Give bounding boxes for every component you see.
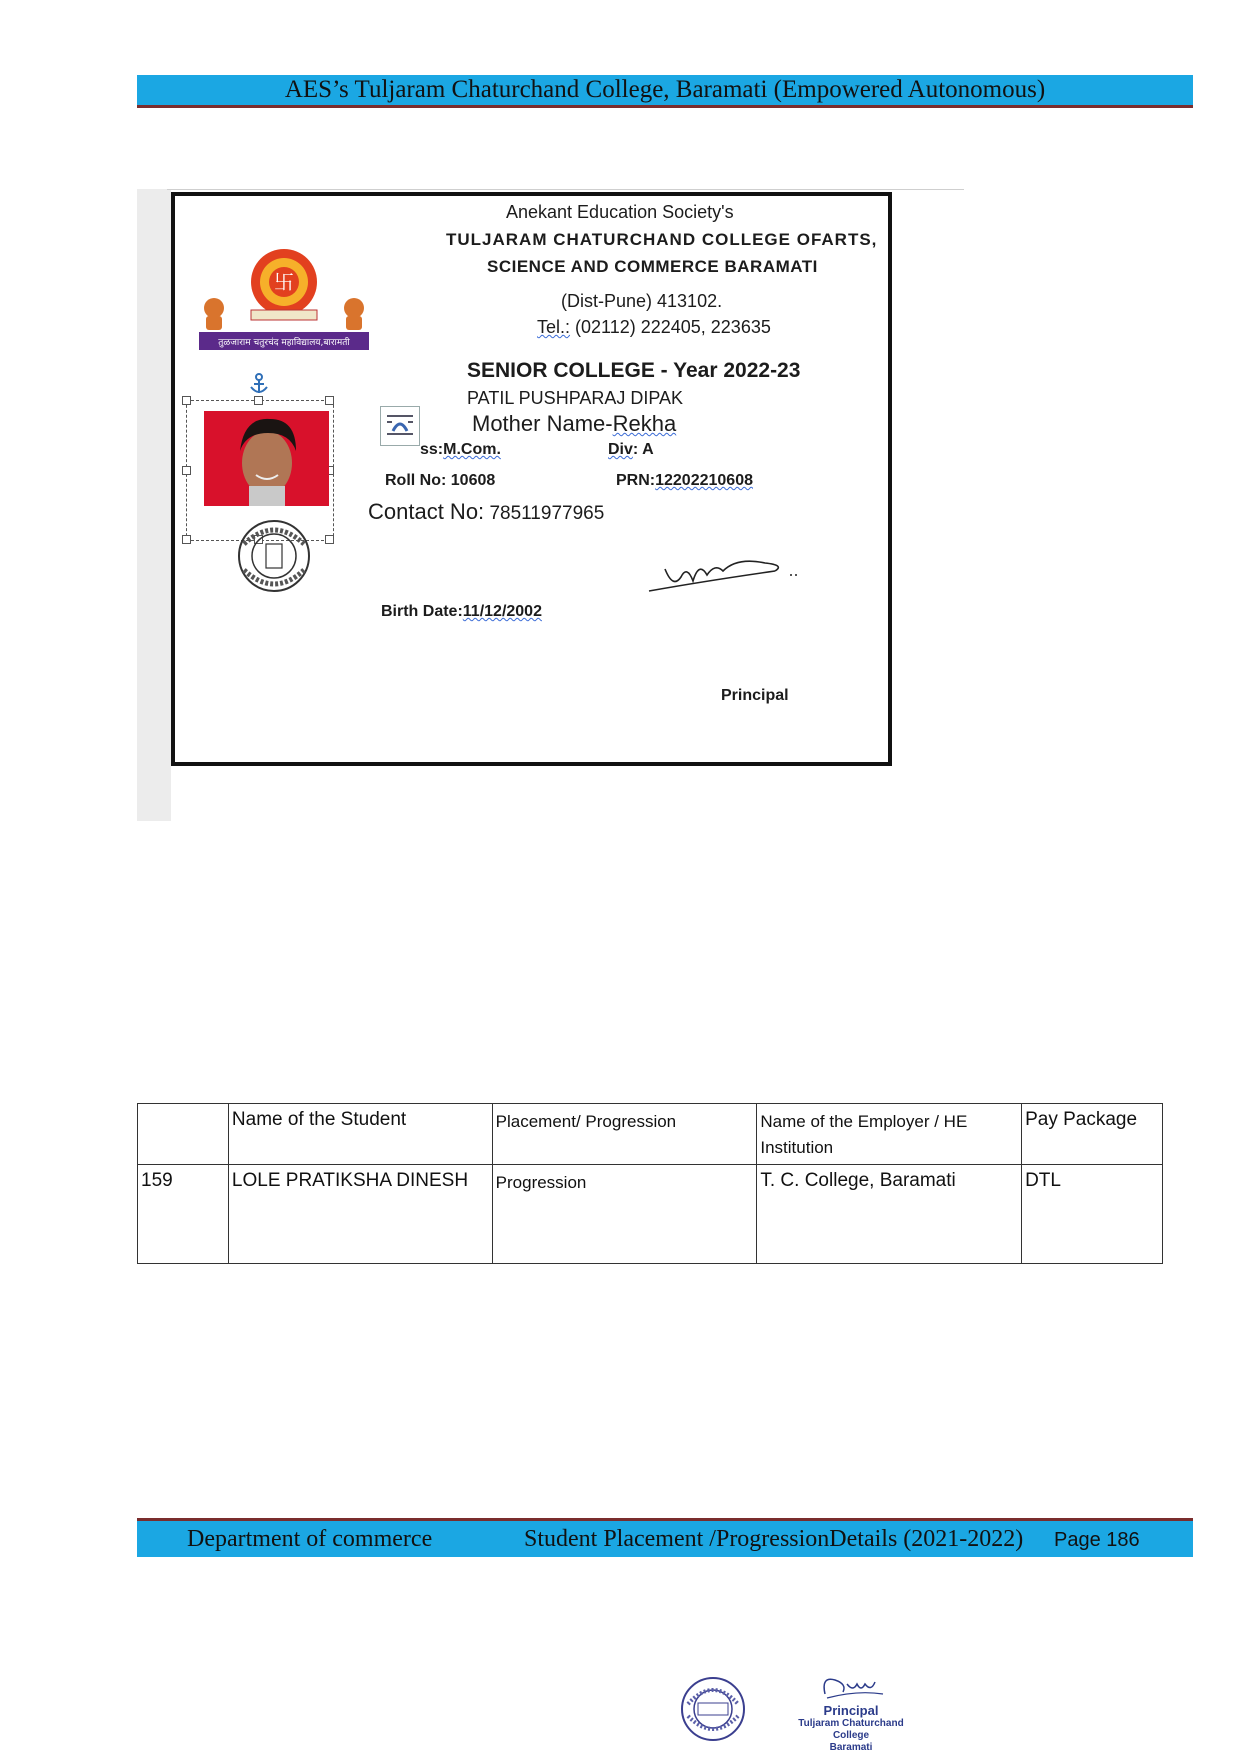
div-label: Div — [608, 441, 633, 458]
principal-signature — [645, 541, 805, 601]
birth-date — [381, 603, 542, 621]
svg-text:तुळजाराम चतुरचंद महाविद्यालय,ब: तुळजाराम चतुरचंद महाविद्यालय,बारामती — [218, 338, 350, 348]
table-cell: 159 — [138, 1165, 229, 1264]
resize-handle[interactable] — [182, 396, 191, 405]
svg-text:卐: 卐 — [274, 270, 294, 294]
division — [608, 441, 654, 459]
tel-label: Tel.: — [537, 317, 571, 337]
principal-college: Tuljaram Chaturchand College — [798, 1718, 904, 1741]
table-header-cell: Pay Package — [1022, 1104, 1163, 1165]
table-header-cell — [138, 1104, 229, 1165]
page-footer — [137, 1518, 1193, 1557]
resize-handle[interactable] — [325, 396, 334, 405]
table-header-row — [138, 1104, 1163, 1165]
district: (Dist-Pune) 413102. — [561, 291, 723, 311]
contact-label: Contact No: — [368, 499, 485, 524]
anchor-icon[interactable] — [247, 372, 271, 396]
resize-handle[interactable] — [182, 466, 191, 475]
class-label: ss: — [420, 441, 444, 458]
table-header-cell: Name of the Student — [228, 1104, 492, 1165]
college-name-line2: SCIENCE AND COMMERCE BARAMATI — [487, 257, 818, 276]
mother-label: Mother Name- — [472, 411, 613, 436]
image-margin — [137, 189, 171, 821]
card-principal-label: Principal — [721, 687, 789, 704]
id-card — [171, 192, 892, 766]
table-cell: DTL — [1022, 1165, 1163, 1264]
table-cell: Progression — [492, 1165, 757, 1264]
roll-number: Roll No: 10608 — [385, 472, 496, 489]
id-card-image — [137, 189, 964, 821]
resize-handle[interactable] — [325, 535, 334, 544]
table-header-cell: Placement/ Progression — [492, 1104, 757, 1165]
principal-handwritten-signature — [817, 1672, 887, 1702]
senior-college-year: SENIOR COLLEGE - Year 2022-23 — [467, 359, 801, 382]
table-row — [138, 1165, 1163, 1264]
contact-number — [368, 499, 604, 525]
mother-name — [472, 411, 676, 437]
footer-college-stamp — [680, 1676, 746, 1742]
header-title: AES’s Tuljaram Chaturchand College, Baramati (Empowered Autonomous) — [284, 76, 1046, 103]
student-name: PATIL PUSHPARAJ DIPAK — [467, 388, 684, 408]
footer-details: Student Placement /ProgressionDetails (2021-2022) — [524, 1526, 1024, 1552]
page-header — [137, 75, 1193, 108]
prn — [616, 472, 753, 490]
society-name: Anekant Education Society's — [506, 202, 734, 222]
principal-place: Baramati — [829, 1742, 873, 1753]
birth-value: 11/12/2002 — [462, 603, 542, 620]
student-photo — [204, 411, 329, 506]
div-value: : A — [632, 441, 654, 458]
placement-table — [137, 1103, 1163, 1264]
resize-handle[interactable] — [254, 396, 263, 405]
table-cell: LOLE PRATIKSHA DINESH — [228, 1165, 492, 1264]
tel-value: (02112) 222405, 223635 — [570, 317, 771, 337]
college-name-line1: TULJARAM CHATURCHAND COLLEGE OFARTS, — [446, 230, 878, 249]
prn-value: 12202210608 — [655, 472, 753, 489]
mother-value: Rekha — [612, 411, 677, 436]
contact-value: 78511977965 — [484, 503, 605, 524]
resize-handle[interactable] — [182, 535, 191, 544]
table-header-cell: Name of the Employer / HE Institution — [757, 1104, 1022, 1165]
class — [420, 441, 501, 459]
image-top-rule — [167, 189, 964, 190]
college-logo — [199, 246, 369, 356]
principal-title: Principal — [823, 1703, 879, 1718]
birth-label: Birth Date: — [381, 603, 463, 620]
prn-label: PRN: — [616, 472, 656, 489]
principal-signature-block — [781, 1672, 921, 1752]
telephone — [537, 317, 771, 338]
layout-options-icon[interactable] — [380, 406, 420, 446]
class-value: M.Com. — [443, 441, 501, 458]
footer-department: Department of commerce — [187, 1526, 433, 1552]
college-stamp — [230, 518, 320, 594]
footer-page-number: Page 186 — [1054, 1529, 1140, 1551]
table-cell: T. C. College, Baramati — [757, 1165, 1022, 1264]
